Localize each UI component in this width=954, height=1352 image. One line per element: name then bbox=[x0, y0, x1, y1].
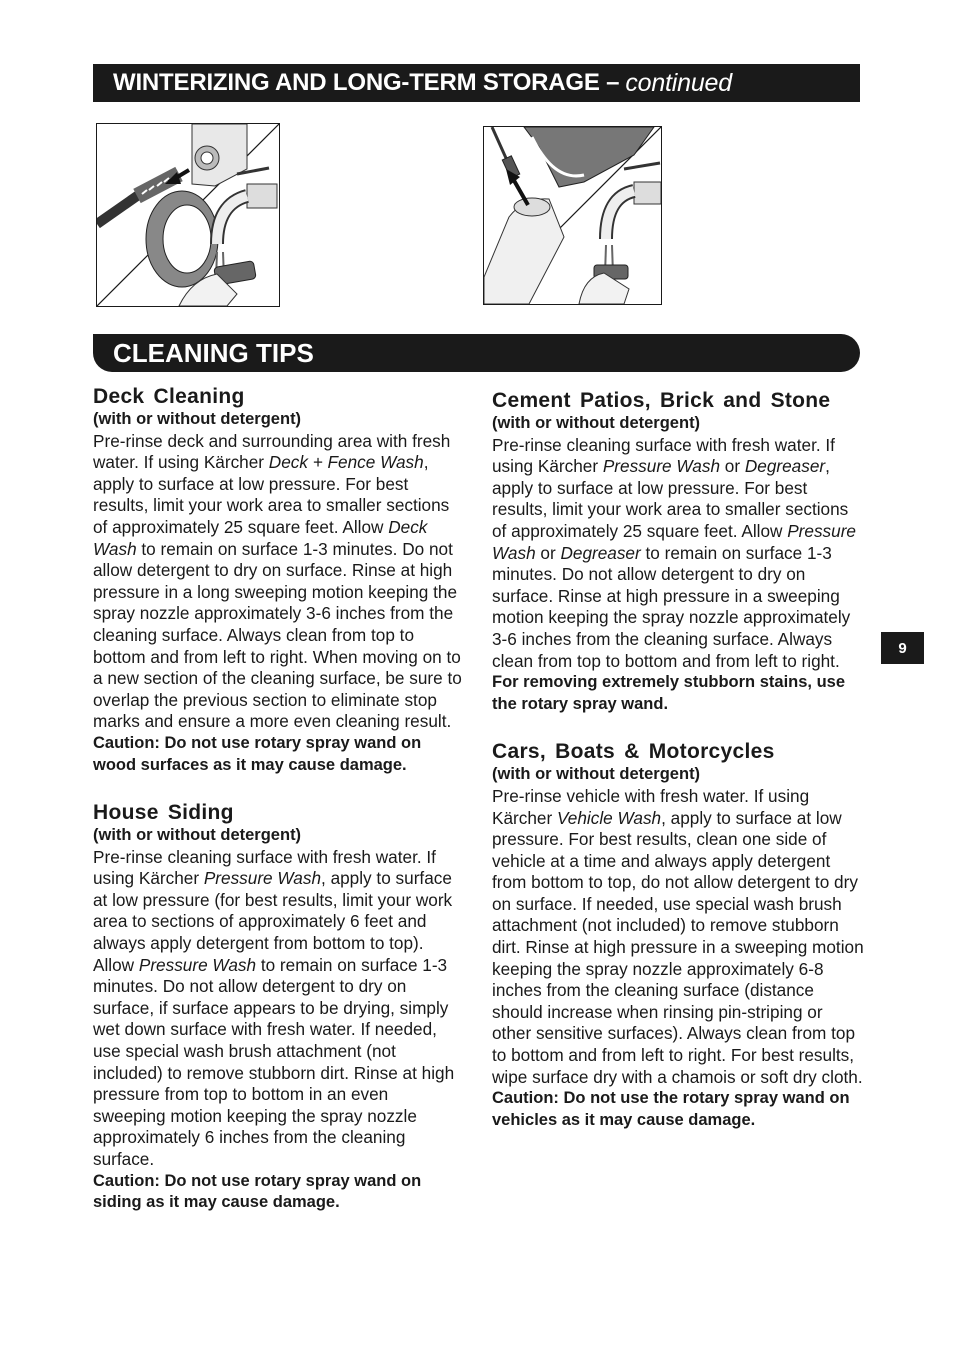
illustration-hose-detach bbox=[96, 123, 280, 307]
detergent-tube-drawing bbox=[484, 127, 661, 304]
patios-body bbox=[492, 435, 864, 673]
page-number-tab bbox=[881, 632, 924, 664]
illustration-detergent-tube bbox=[483, 126, 662, 305]
vehicles-caution: Caution: Do not use the rotary spray wand on vehicles as it may cause damage. bbox=[492, 1089, 850, 1129]
deck-cleaning-body bbox=[93, 431, 465, 733]
body-text: to remain on surface 1-3 minutes. Do not allow detergent to dry on surface. Rinse at high pressure in a long sweeping motion keeping the spray nozzle approximately 3-6 inches from the cleaning surface. Always clean from top to bottom and from left to right. When moving on to a new section of the cleaning surface, be sure to overlap the previous section to eliminate stop marks and ensure a more even cleaning result. bbox=[93, 538, 462, 732]
body-text: to remain on surface 1-3 minutes. Do not allow detergent to dry on surface, if surface appears to be drying, simply wet down surface with fresh water. If needed, use special wash brush attachment (not included) to remove stubborn dirt. Rinse at high pressure from top to bottom in an even sweeping motion keeping the spray nozzle approximately 6 inches from the cleaning surface. bbox=[93, 954, 455, 1169]
body-text: , apply to surface at low pressure. For best results, limit your work area to smaller sections of approximately 25 square feet. Allow bbox=[93, 452, 450, 537]
patios-note: For removing extremely stubborn stains, use the rotary spray wand. bbox=[492, 673, 846, 713]
deck-cleaning-subtitle: (with or without detergent) bbox=[93, 410, 302, 428]
product-name: Pressure Wash bbox=[203, 868, 322, 889]
house-siding-subtitle: (with or without detergent) bbox=[93, 826, 302, 845]
page-number: 9 bbox=[898, 639, 907, 657]
house-siding-body bbox=[93, 847, 465, 1171]
product-name: Deck + Fence Wash bbox=[268, 452, 424, 473]
deck-cleaning-heading: Deck Cleaning bbox=[93, 385, 245, 408]
product-name: Pressure Wash bbox=[492, 520, 856, 563]
header-continued: continued bbox=[625, 68, 732, 97]
body-text: Pre-rinse cleaning surface with fresh water. If using Kärcher bbox=[492, 434, 835, 477]
section-header-winterizing bbox=[93, 64, 860, 102]
hose-detach-drawing bbox=[97, 124, 279, 306]
product-name: Pressure Wash bbox=[602, 456, 721, 477]
header-title: WINTERIZING AND LONG-TERM STORAGE – bbox=[113, 69, 620, 96]
section-header-cleaning-tips bbox=[93, 334, 860, 372]
house-siding-caution: Caution: Do not use rotary spray wand on siding as it may cause damage. bbox=[93, 1171, 422, 1212]
vehicles-section bbox=[492, 739, 864, 1131]
body-text: to remain on surface 1-3 minutes. Do not allow detergent to dry on surface. Rinse at high pressure in a sweeping motion keeping the spray nozzle approximately 3-6 inches from the cleaning surface. Always clean from top to bottom and from left to right. bbox=[492, 542, 851, 671]
body-text: Pre-rinse cleaning surface with fresh water. If using Kärcher bbox=[93, 846, 436, 889]
section-title: CLEANING TIPS bbox=[113, 337, 314, 368]
body-text: or bbox=[535, 542, 561, 563]
deck-cleaning-caution: Caution: Do not use rotary spray wand on wood surfaces as it may cause damage. bbox=[93, 733, 422, 774]
house-siding-section bbox=[93, 800, 465, 1214]
body-text: Pre-rinse deck and surrounding area with fresh water. If using Kärcher bbox=[93, 430, 451, 473]
body-text: , apply to surface at low pressure. For best results, limit your work area to smaller sections of approximately 25 square feet. Allow bbox=[492, 456, 849, 541]
product-name: Vehicle Wash bbox=[556, 807, 662, 828]
body-text: Pre-rinse vehicle with fresh water. If using Kärcher bbox=[492, 785, 810, 828]
left-column bbox=[93, 384, 465, 1238]
patios-heading: Cement Patios, Brick and Stone bbox=[492, 389, 831, 412]
right-column bbox=[492, 388, 864, 1155]
body-text: , apply to surface at low pressure (for best results, limit your work area to sections of approximately 6 feet and always apply detergent from bottom to top). Allow bbox=[93, 868, 453, 975]
body-text: , apply to surface at low pressure. For best results, clean one side of vehicle at a time and always apply detergent from bottom to top, do not allow detergent to dry on surface. If needed, use special wash brush attachment (not included) to remove stubborn dirt. Rinse at high pressure in a sweeping motion keeping the spray nozzle approximately 6-8 inches from the cleaning surface (distance should increase when rinsing pin-striping or other sensitive surfaces). Always clean from top to bottom and from left to right. For best results, wipe surface dry with a chamois or soft dry cloth. bbox=[492, 807, 864, 1087]
deck-cleaning-section bbox=[93, 384, 465, 776]
patios-section bbox=[492, 388, 864, 715]
vehicles-subtitle: (with or without detergent) bbox=[492, 765, 701, 784]
product-name: Deck Wash bbox=[93, 516, 428, 559]
vehicles-heading: Cars, Boats & Motorcycles bbox=[492, 740, 775, 764]
product-name: Degreaser bbox=[744, 456, 826, 477]
patios-subtitle: (with or without detergent) bbox=[492, 414, 701, 432]
house-siding-heading: House Siding bbox=[93, 801, 234, 825]
vehicles-body bbox=[492, 786, 864, 1088]
product-name: Pressure Wash bbox=[138, 954, 257, 975]
product-name: Degreaser bbox=[560, 542, 641, 563]
body-text: or bbox=[720, 456, 745, 477]
